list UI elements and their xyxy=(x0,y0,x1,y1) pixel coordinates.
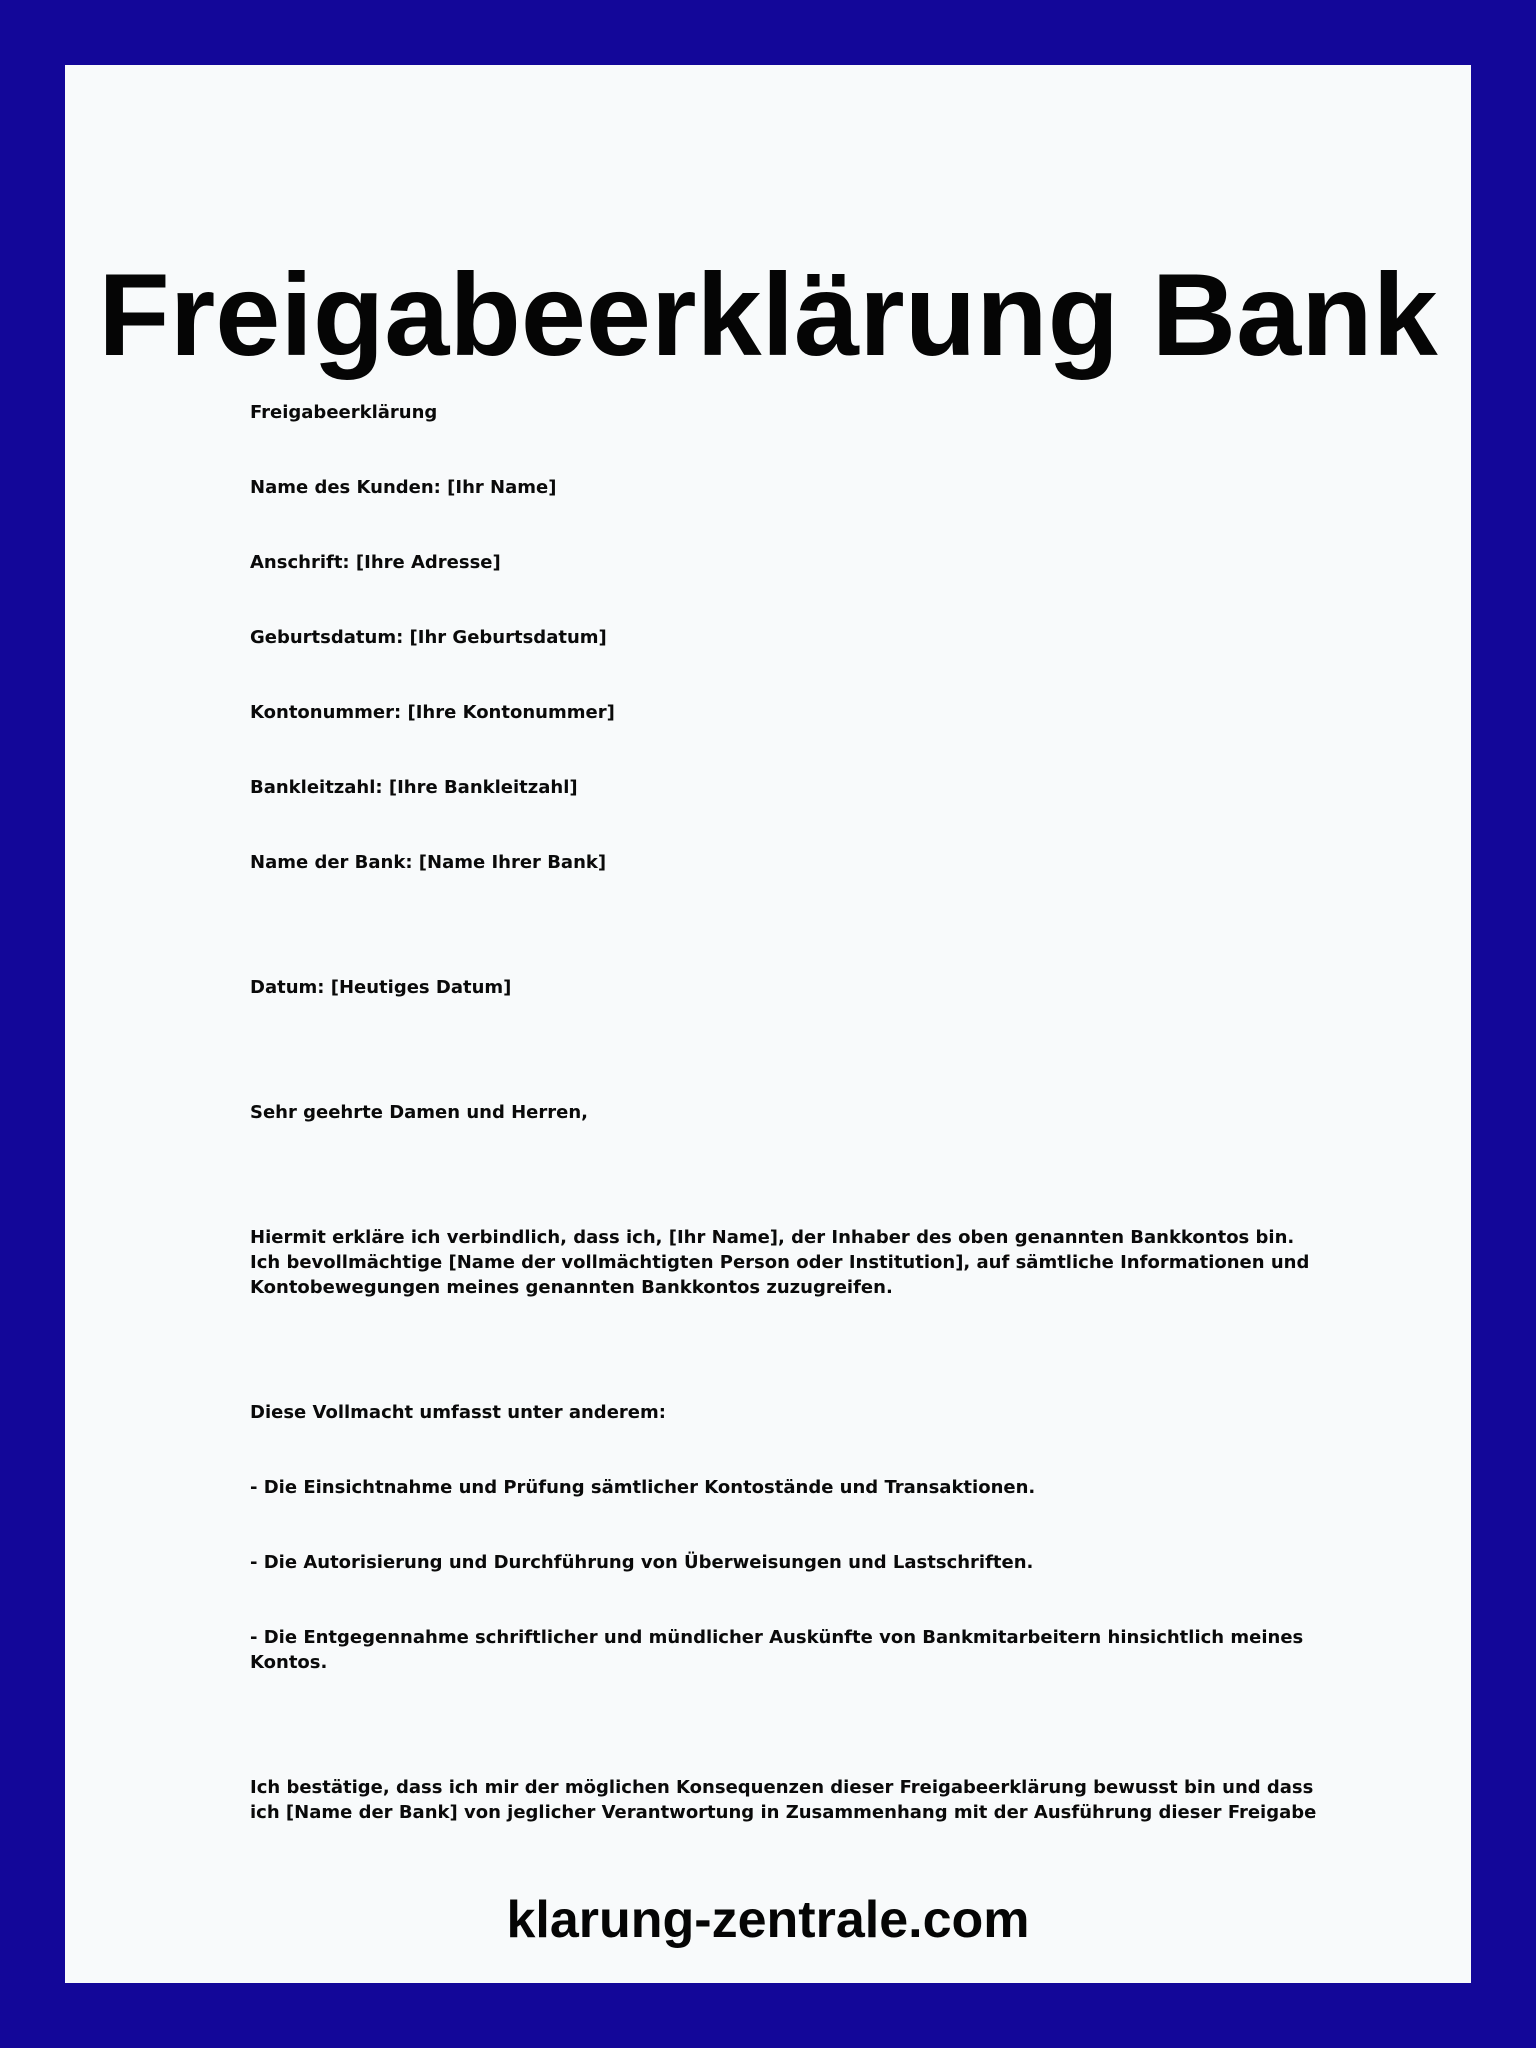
confirmation-paragraph: Ich bestätige, dass ich mir der möglichen Konsequenzen dieser Freigabeerklärung bewusst bin und dass ich [Name der Bank] von jeglicher Verantwortung in Zusammenhang mit der Ausführung dieser Freigabe xyxy=(250,1777,1317,1823)
declaration-paragraph: Hiermit erkläre ich verbindlich, dass ich, [Ihr Name], der Inhaber des oben genannten Bankkontos bin. Ich bevollmächtige [Name der vollmächtigten Person oder Institution], auf sämtliche Informationen und Kontobewegungen meines genannten Bankkontos zuzugreifen. xyxy=(250,1227,1310,1298)
field-birthdate: Geburtsdatum: [Ihr Geburtsdatum] xyxy=(250,627,607,648)
field-bank-code: Bankleitzahl: [Ihre Bankleitzahl] xyxy=(250,777,578,798)
document-page xyxy=(65,65,1471,1983)
field-bank-name: Name der Bank: [Name Ihrer Bank] xyxy=(250,852,607,873)
footer-domain: klarung-zentrale.com xyxy=(506,1891,1030,1949)
document-heading: Freigabeerklärung xyxy=(250,402,438,423)
field-address: Anschrift: [Ihre Adresse] xyxy=(250,552,501,573)
field-customer-name: Name des Kunden: [Ihr Name] xyxy=(250,477,557,498)
salutation: Sehr geehrte Damen und Herren, xyxy=(250,1102,589,1123)
scope-item-information: - Die Entgegennahme schriftlicher und mündlicher Auskünfte von Bankmitarbeitern hinsichtlich meines Kontos. xyxy=(250,1627,1304,1673)
scope-item-view: - Die Einsichtnahme und Prüfung sämtlicher Kontostände und Transaktionen. xyxy=(250,1477,1036,1498)
scope-intro: Diese Vollmacht umfasst unter anderem: xyxy=(250,1402,666,1423)
field-account-number: Kontonummer: [Ihre Kontonummer] xyxy=(250,702,615,723)
field-date: Datum: [Heutiges Datum] xyxy=(250,977,512,998)
scope-item-transfers: - Die Autorisierung und Durchführung von Überweisungen und Lastschriften. xyxy=(250,1552,1034,1573)
document-body xyxy=(250,400,1330,1825)
page-title: Freigabeerklärung Bank xyxy=(98,249,1438,380)
